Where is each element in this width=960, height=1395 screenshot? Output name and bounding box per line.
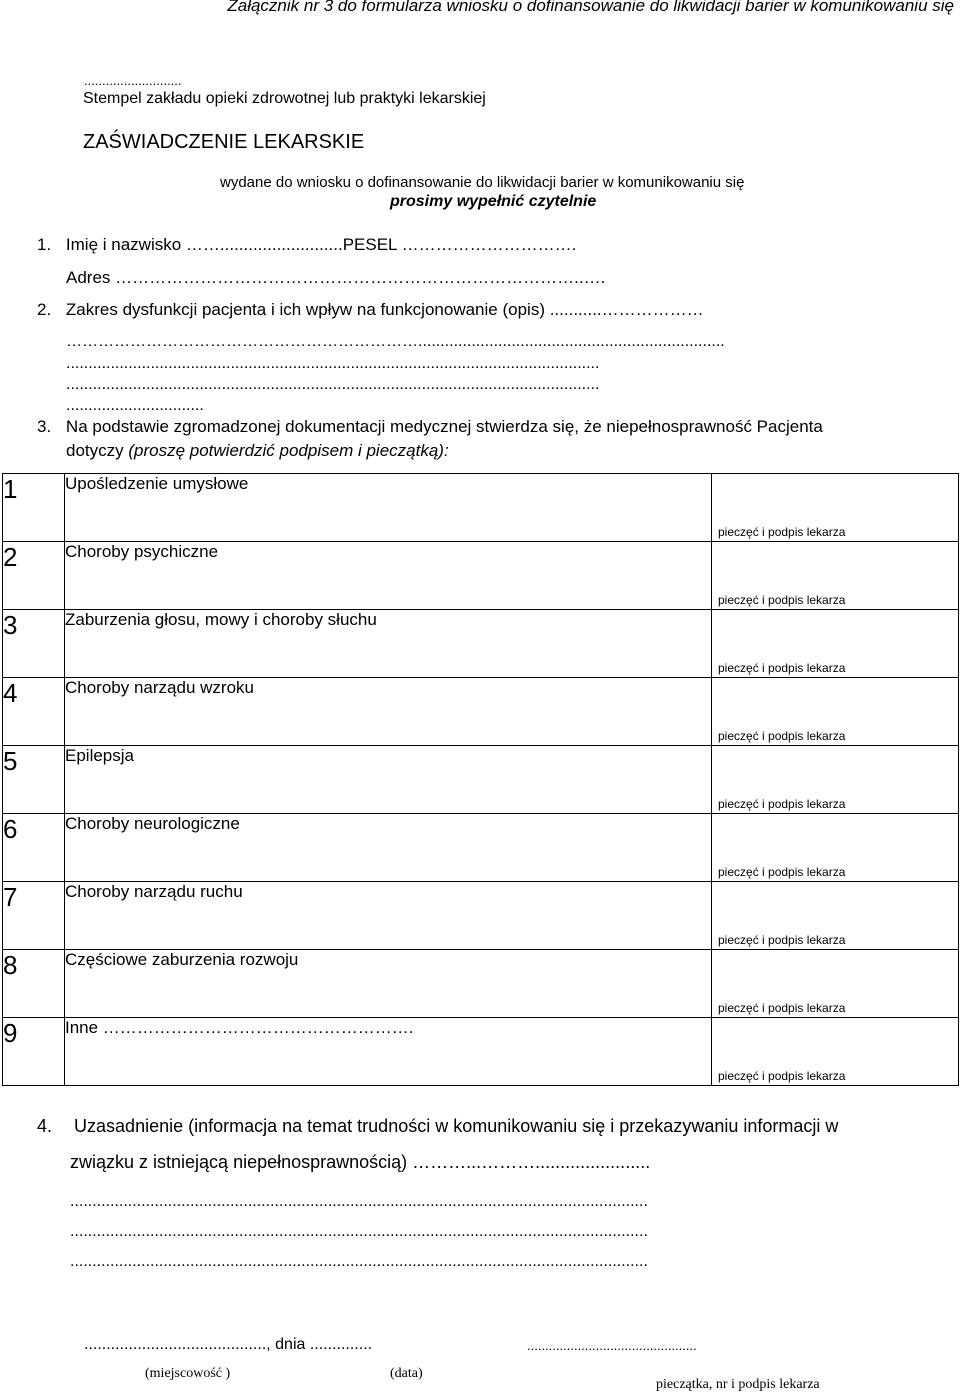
description-line[interactable]: …………………………………………………………..................................................................... [66,333,725,350]
question-4-text: Uzasadnienie (informacja na temat trudności w komunikowaniu się i przekazywaniu informacji w [74,1116,839,1136]
name-pesel-field[interactable]: Imię i nazwisko ……..........................PESEL …………………………. [65,235,577,254]
description-line[interactable]: ........................................................................................................................ [66,376,600,393]
row-number: 6 [3,814,65,882]
dysfunction-name-other[interactable]: Inne ………………………………………………. [65,1018,712,1086]
signature-label: pieczęć i podpis lekarza [718,1069,846,1083]
row-number: 9 [3,1018,65,1086]
signature-cell[interactable] [712,814,959,882]
dysfunction-name: Epilepsja [65,746,712,814]
table-row [3,610,959,678]
document-subtitle: wydane do wniosku o dofinansowanie do likwidacji barier w komunikowaniu się [220,174,745,191]
doctor-stamp-field[interactable]: ............................................... [527,1338,697,1353]
dysfunction-name: Zaburzenia głosu, mowy i choroby słuchu [65,610,712,678]
dysfunction-description-label: Zakres dysfunkcji pacjenta i ich wpływ na funkcjonowanie (opis) ...........……………… [65,300,704,319]
fill-instruction: prosimy wypełnić czytelnie [390,193,597,210]
signature-label: pieczęć i podpis lekarza [718,1001,846,1015]
row-number: 4 [3,678,65,746]
row-number: 2 [3,542,65,610]
place-date-field[interactable]: ........................................., dnia .............. [84,1336,373,1353]
date-caption: (data) [390,1366,423,1381]
question-2-number: 2. [37,300,52,319]
question-3-text-plain: dotyczy [66,441,129,460]
address-field[interactable]: Adres ………………………………………………………………………..…. [66,268,606,287]
dysfunction-name: Choroby neurologiczne [65,814,712,882]
signature-cell[interactable] [712,1018,959,1086]
question-1 [37,235,576,255]
table-row [3,746,959,814]
row-number: 1 [3,474,65,542]
question-1-number: 1. [37,235,52,254]
dysfunction-name: Częściowe zaburzenia rozwoju [65,950,712,1018]
signature-cell[interactable] [712,678,959,746]
signature-label: pieczęć i podpis lekarza [718,661,846,675]
signature-cell[interactable] [712,542,959,610]
attachment-note: Załącznik nr 3 do formularza wniosku o dofinansowanie do likwidacji barier w komunikowaniu się [227,0,954,15]
justification-line[interactable]: .................................................................................................................................. [70,1253,648,1270]
signature-label: pieczęć i podpis lekarza [718,729,846,743]
question-2 [37,300,704,320]
signature-label: pieczęć i podpis lekarza [718,933,846,947]
table-row [3,814,959,882]
signature-label: pieczęć i podpis lekarza [718,525,846,539]
question-3-text: Na podstawie zgromadzonej dokumentacji medycznej stwierdza się, że niepełnosprawność Pacjenta [65,417,823,436]
table-row [3,542,959,610]
stamp-placeholder-dots: ........................... [84,73,182,88]
signature-cell[interactable] [712,610,959,678]
signature-label: pieczęć i podpis lekarza [718,865,846,879]
table-row [3,950,959,1018]
dysfunction-name: Upośledzenie umysłowe [65,474,712,542]
question-3 [37,417,823,437]
justification-line[interactable]: .................................................................................................................................. [70,1223,648,1240]
question-3-continuation [66,441,449,461]
dysfunction-table [2,473,959,1086]
dysfunction-name: Choroby psychiczne [65,542,712,610]
row-number: 5 [3,746,65,814]
question-3-number: 3. [37,417,52,436]
description-line[interactable]: ............................... [66,397,204,414]
table-row [3,882,959,950]
signature-cell[interactable] [712,950,959,1018]
question-4 [37,1116,838,1137]
question-3-text-italic: (proszę potwierdzić podpisem i pieczątką): [128,441,449,460]
dysfunction-name: Choroby narządu ruchu [65,882,712,950]
table-row [3,1018,959,1086]
doctor-stamp-caption: pieczątka, nr i podpis lekarza [656,1377,820,1392]
table-row [3,474,959,542]
signature-label: pieczęć i podpis lekarza [718,593,846,607]
question-4-number: 4. [37,1116,53,1136]
row-number: 8 [3,950,65,1018]
dysfunction-name: Choroby narządu wzroku [65,678,712,746]
place-caption: (miejscowość ) [145,1366,231,1381]
stamp-label: Stempel zakładu opieki zdrowotnej lub praktyki lekarskiej [83,90,486,107]
document-title: ZAŚWIADCZENIE LEKARSKIE [83,131,365,153]
signature-cell[interactable] [712,474,959,542]
signature-cell[interactable] [712,746,959,814]
signature-label: pieczęć i podpis lekarza [718,797,846,811]
justification-field[interactable]: związku z istniejącą niepełnosprawnością) ………...………....................... [70,1152,651,1172]
row-number: 7 [3,882,65,950]
description-line[interactable]: ........................................................................................................................ [66,355,600,372]
row-number: 3 [3,610,65,678]
table-row [3,678,959,746]
signature-cell[interactable] [712,882,959,950]
justification-line[interactable]: .................................................................................................................................. [70,1193,648,1210]
